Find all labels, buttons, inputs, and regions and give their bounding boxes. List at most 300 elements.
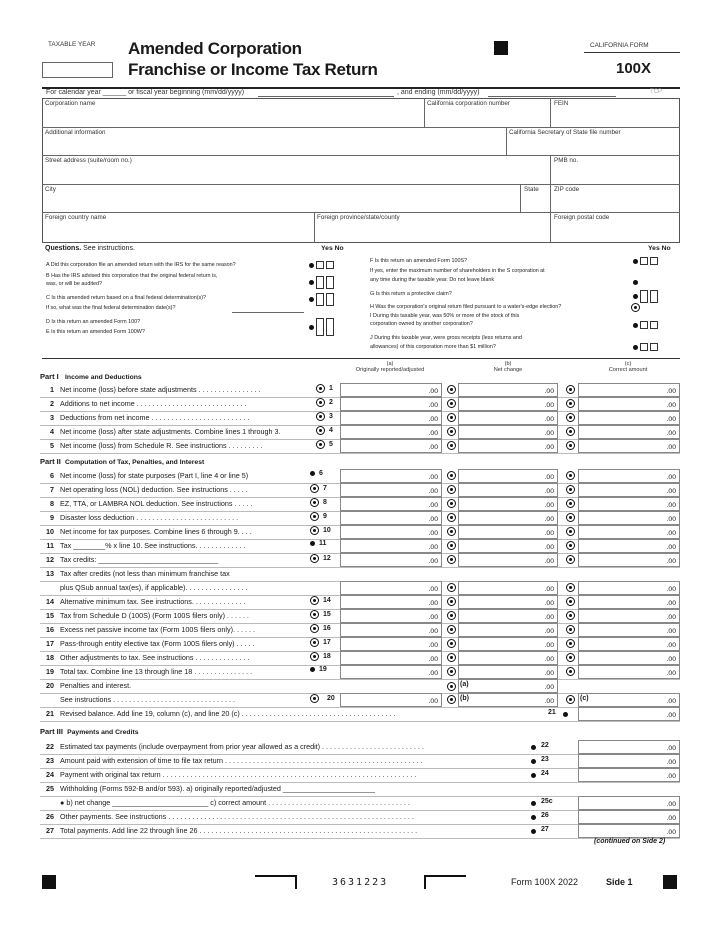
line-8-col-a[interactable] bbox=[340, 497, 442, 511]
registration-mark-bottom-left bbox=[42, 875, 56, 889]
line-6-marker-b bbox=[447, 471, 456, 480]
line-cont-581-col-b[interactable] bbox=[458, 581, 558, 595]
foreign-country-field[interactable]: Foreign country name bbox=[45, 214, 107, 221]
barcode-number: 3631223 bbox=[332, 877, 389, 888]
line-11-marker-b bbox=[447, 541, 456, 550]
line-18-col-c[interactable] bbox=[578, 651, 680, 665]
line-19-ref-marker bbox=[310, 667, 315, 672]
line-25c-description: ● b) net change ________________________ c) correct amount . . . . . . . . . . . . . . . . . . . . . . . . . . . . . . . . . . . . bbox=[60, 798, 410, 807]
column-c-label: Correct amount bbox=[608, 367, 648, 373]
question-i-yes[interactable] bbox=[640, 321, 648, 329]
line-17-number: 17 bbox=[46, 639, 54, 648]
line-11-col-c-cents: .00 bbox=[666, 544, 676, 551]
part1-heading bbox=[40, 372, 142, 381]
line-19-col-c[interactable] bbox=[578, 665, 680, 679]
line-3-col-a[interactable] bbox=[340, 411, 442, 425]
state-field[interactable]: State bbox=[524, 186, 539, 193]
line-19-col-b-cents: .00 bbox=[544, 670, 554, 677]
line-12-col-b[interactable] bbox=[458, 553, 558, 567]
line-2-description: Additions to net income . . . . . . . . . . . . . . . . . . . . . . . . . . . . bbox=[60, 399, 247, 408]
line-17-col-c[interactable] bbox=[578, 637, 680, 651]
line-12-ref-number: 12 bbox=[323, 555, 331, 563]
line-8-marker-b bbox=[447, 499, 456, 508]
line-17-ref-marker bbox=[310, 638, 319, 647]
line-10-col-a[interactable] bbox=[340, 525, 442, 539]
question-gh-yes[interactable] bbox=[640, 290, 648, 303]
street-address-field[interactable]: Street address (suite/room no.) bbox=[45, 157, 132, 164]
line-18-col-b[interactable] bbox=[458, 651, 558, 665]
line-4-col-b-cents: .00 bbox=[544, 430, 554, 437]
pmb-field[interactable]: PMB no. bbox=[554, 157, 579, 164]
zip-field[interactable]: ZIP code bbox=[554, 186, 580, 193]
line-10-ref-number: 10 bbox=[323, 527, 331, 535]
question-d: D Is this return an amended Form 100? bbox=[46, 319, 141, 325]
line-11-col-a[interactable] bbox=[340, 539, 442, 553]
line-27-marker bbox=[531, 829, 536, 834]
line-22-col-c-cents: .00 bbox=[666, 745, 676, 752]
line-4-col-c-cents: .00 bbox=[666, 430, 676, 437]
line-6-col-b[interactable] bbox=[458, 469, 558, 483]
additional-info-field[interactable]: Additional information bbox=[45, 129, 106, 136]
line-9-number: 9 bbox=[50, 513, 54, 522]
question-f-yes[interactable] bbox=[640, 257, 648, 265]
questions-heading bbox=[45, 245, 135, 252]
question-b-yes[interactable] bbox=[316, 276, 324, 289]
line-25c-marker bbox=[531, 801, 536, 806]
question-j-no[interactable] bbox=[650, 343, 658, 351]
line-24-rule bbox=[40, 782, 680, 783]
line-12-col-a-cents: .00 bbox=[428, 558, 438, 565]
line-2-col-b[interactable] bbox=[458, 397, 558, 411]
question-e: E Is this return an amended Form 100W? bbox=[46, 329, 145, 335]
form-title-line2: Franchise or Income Tax Return bbox=[128, 60, 378, 79]
line-1-ref-marker bbox=[316, 384, 325, 393]
line-7-col-b-cents: .00 bbox=[544, 488, 554, 495]
california-form-label: CALIFORNIA FORM bbox=[590, 42, 649, 49]
question-c-answer bbox=[309, 293, 334, 306]
line-15-ref-number: 15 bbox=[323, 611, 331, 619]
line-10-ref bbox=[310, 526, 331, 535]
line-1-marker-c bbox=[566, 385, 575, 394]
line-16-description: Excess net passive income tax (Form 100S filers only). . . . . . bbox=[60, 625, 255, 634]
question-c: C Is this amended return based on a final federal determination(s)? bbox=[46, 295, 207, 301]
line-5-description: Net income (loss) from Schedule R. See instructions . . . . . . . . . bbox=[60, 441, 263, 450]
line-3-marker-b bbox=[447, 413, 456, 422]
line-23-number: 23 bbox=[46, 756, 54, 765]
line-24-marker bbox=[531, 773, 536, 778]
line-3-col-a-cents: .00 bbox=[428, 416, 438, 423]
question-f-cont: any time during the taxable year. Do not leave blank bbox=[370, 277, 495, 283]
line-10-ref-marker bbox=[310, 526, 319, 535]
federal-determination-date-field[interactable] bbox=[232, 312, 304, 313]
line-6-col-c-cents: .00 bbox=[666, 474, 676, 481]
line-25c-col-c-cents: .00 bbox=[666, 801, 676, 808]
line-2-col-a[interactable] bbox=[340, 397, 442, 411]
line-25c-ref: 25c bbox=[541, 798, 553, 805]
line-10-marker-b bbox=[447, 527, 456, 536]
line-3-col-b-cents: .00 bbox=[544, 416, 554, 423]
line-3-ref-marker bbox=[316, 412, 325, 421]
line-5-col-a-cents: .00 bbox=[428, 444, 438, 451]
line-27-rule bbox=[40, 838, 680, 839]
line-23-description: Amount paid with extension of time to file tax return . . . . . . . . . . . . . . . . . . . . . . . . . . . . . . . . . . . . . . . . . . . . . . . . . . bbox=[60, 756, 423, 765]
line-23-col-c[interactable] bbox=[578, 754, 680, 768]
line-15-number: 15 bbox=[46, 611, 54, 620]
line-15-col-b[interactable] bbox=[458, 609, 558, 623]
part3-heading bbox=[40, 727, 139, 736]
part2-title: Computation of Tax, Penalties, and Interest bbox=[65, 459, 205, 466]
line-26-description: Other payments. See instructions . . . . . . . . . . . . . . . . . . . . . . . . . . . . . . . . . . . . . . . . . . . . . . . . . . . . . . . . . . . . . . bbox=[60, 812, 414, 821]
line-20-col-c[interactable] bbox=[578, 693, 680, 707]
line-25-number: 25 bbox=[46, 784, 54, 793]
line-8-col-b[interactable] bbox=[458, 497, 558, 511]
line-22-col-c[interactable] bbox=[578, 740, 680, 754]
line-2-col-c-cents: .00 bbox=[666, 402, 676, 409]
line-2-marker-b bbox=[447, 399, 456, 408]
line-14-number: 14 bbox=[46, 597, 54, 606]
line-14-col-b[interactable] bbox=[458, 595, 558, 609]
line-7-col-a[interactable] bbox=[340, 483, 442, 497]
line-8-col-b-cents: .00 bbox=[544, 502, 554, 509]
line-2-ref-number: 2 bbox=[329, 399, 333, 407]
line-17-col-b[interactable] bbox=[458, 637, 558, 651]
question-h: H Was the corporation's original return filed pursuant to a water's-edge election? bbox=[370, 304, 562, 310]
line-16-col-c[interactable] bbox=[578, 623, 680, 637]
taxable-year-input[interactable] bbox=[42, 62, 113, 78]
line-12-marker-b bbox=[447, 555, 456, 564]
question-a-no[interactable] bbox=[326, 261, 334, 269]
line-7-marker-b bbox=[447, 485, 456, 494]
line-14-ref bbox=[310, 596, 331, 605]
line-24-col-c-cents: .00 bbox=[666, 773, 676, 780]
question-a-answer bbox=[309, 261, 334, 269]
part3-label: Part III bbox=[40, 727, 63, 736]
line-1-col-a[interactable] bbox=[340, 383, 442, 397]
questions-heading-bold: Questions. bbox=[45, 245, 82, 252]
line-16-col-b[interactable] bbox=[458, 623, 558, 637]
line-15-col-a[interactable] bbox=[340, 609, 442, 623]
alignment-bracket-right bbox=[424, 875, 466, 889]
question-f-shareholders: If yes, enter the maximum number of shareholders in the S corporation at bbox=[370, 268, 545, 274]
question-i-no[interactable] bbox=[650, 321, 658, 329]
column-b-label: Net change bbox=[493, 367, 523, 373]
line-21-col-c[interactable] bbox=[578, 707, 680, 721]
line-14-col-c[interactable] bbox=[578, 595, 680, 609]
side-label: Side 1 bbox=[606, 877, 633, 887]
column-c-header bbox=[578, 361, 678, 373]
line-10-description: Net income for tax purposes. Combine lines 6 through 9. . . . bbox=[60, 527, 252, 536]
fiscal-begin-field[interactable] bbox=[258, 96, 394, 97]
line-16-ref bbox=[310, 624, 331, 633]
line-12-marker-c bbox=[566, 555, 575, 564]
line-26-col-c[interactable] bbox=[578, 810, 680, 824]
line-23-ref: 23 bbox=[541, 756, 549, 763]
line-22-marker bbox=[531, 745, 536, 750]
line-2-col-c[interactable] bbox=[578, 397, 680, 411]
line-5-rule bbox=[40, 453, 680, 454]
registration-mark bbox=[494, 41, 508, 55]
line-15-col-b-cents: .00 bbox=[544, 614, 554, 621]
line-15-col-c[interactable] bbox=[578, 609, 680, 623]
line-25c-col-c[interactable] bbox=[578, 796, 680, 810]
form-id: Form 100X 2022 bbox=[511, 877, 579, 887]
line-10-col-b[interactable] bbox=[458, 525, 558, 539]
line-cont-581-col-c-cents: .00 bbox=[666, 586, 676, 593]
line-4-col-b[interactable] bbox=[458, 425, 558, 439]
line-4-col-c[interactable] bbox=[578, 425, 680, 439]
corporation-name-field[interactable]: Corporation name bbox=[45, 100, 96, 107]
line-19-col-a[interactable] bbox=[340, 665, 442, 679]
line-7-marker-c bbox=[566, 485, 575, 494]
question-b-cont: was, or will be audited? bbox=[46, 281, 103, 287]
line-4-ref-number: 4 bbox=[329, 427, 333, 435]
line-9-col-a-cents: .00 bbox=[428, 516, 438, 523]
line-18-col-b-cents: .00 bbox=[544, 656, 554, 663]
line-20-col-b[interactable] bbox=[458, 693, 558, 707]
questions-heading-suffix: See instructions. bbox=[83, 245, 135, 252]
line-9-ref-number: 9 bbox=[323, 513, 327, 521]
foreign-province-field[interactable]: Foreign province/state/county bbox=[317, 214, 400, 221]
line-1-col-a-cents: .00 bbox=[428, 388, 438, 395]
line-16-ref-number: 16 bbox=[323, 625, 331, 633]
question-f-no[interactable] bbox=[650, 257, 658, 265]
line-24-description: Payment with original tax return . . . . . . . . . . . . . . . . . . . . . . . . . . . . . . . . . . . . . . . . . . . . . . . . . . . . . . . . . . . . . . . . bbox=[60, 770, 417, 779]
line-3-col-c-cents: .00 bbox=[666, 416, 676, 423]
line-7-ref bbox=[310, 484, 327, 493]
line-6-ref-marker bbox=[310, 471, 315, 476]
line-20a-col-b[interactable] bbox=[458, 679, 558, 693]
question-de-answer bbox=[309, 318, 334, 336]
line-20a-cents: .00 bbox=[544, 684, 554, 691]
line-18-marker-b bbox=[447, 653, 456, 662]
form-title-line1: Amended Corporation bbox=[128, 39, 302, 58]
line-3-col-b[interactable] bbox=[458, 411, 558, 425]
line-19-description: Total tax. Combine line 13 through line 18 . . . . . . . . . . . . . . . bbox=[60, 667, 253, 676]
line-1-ref bbox=[316, 384, 333, 393]
line-19-ref-number: 19 bbox=[319, 666, 327, 673]
line-19-col-a-cents: .00 bbox=[428, 670, 438, 677]
line-11-number: 11 bbox=[46, 541, 54, 550]
line-7-number: 7 bbox=[50, 485, 54, 494]
line-17-marker-b bbox=[447, 639, 456, 648]
line-4-description: Net income (loss) after state adjustments. Combine lines 1 through 3. bbox=[60, 427, 281, 436]
line-20-marker-b bbox=[447, 695, 456, 704]
line-9-col-c-cents: .00 bbox=[666, 516, 676, 523]
fiscal-end-field[interactable] bbox=[488, 96, 616, 97]
line-20-col-a[interactable] bbox=[340, 693, 442, 707]
line-10-col-a-cents: .00 bbox=[428, 530, 438, 537]
question-gh-no[interactable] bbox=[650, 290, 658, 303]
line-1-col-b-cents: .00 bbox=[544, 388, 554, 395]
line-20-number: 20 bbox=[46, 681, 54, 690]
line-12-col-c-cents: .00 bbox=[666, 558, 676, 565]
line-8-col-c[interactable] bbox=[578, 497, 680, 511]
line-16-col-a[interactable] bbox=[340, 623, 442, 637]
line-9-ref bbox=[310, 512, 327, 521]
identification-grid bbox=[42, 98, 680, 243]
line-17-col-a[interactable] bbox=[340, 637, 442, 651]
line-20b-label: (b) bbox=[460, 695, 469, 702]
line-cont-581-col-c[interactable] bbox=[578, 581, 680, 595]
line-9-col-a[interactable] bbox=[340, 511, 442, 525]
line-20-ref-number: 20 bbox=[327, 695, 335, 703]
line-4-marker-c bbox=[566, 427, 575, 436]
line-9-col-c[interactable] bbox=[578, 511, 680, 525]
question-f: F Is this return an amended Form 100S? bbox=[370, 258, 468, 264]
line-8-ref-number: 8 bbox=[323, 499, 327, 507]
line-7-col-c-cents: .00 bbox=[666, 488, 676, 495]
line-11-description: Tax ________% x line 10. See instructions. . . . . . . . . . . . . bbox=[60, 541, 246, 550]
line-27-number: 27 bbox=[46, 826, 54, 835]
line-1-ref-number: 1 bbox=[329, 385, 333, 393]
line-8-number: 8 bbox=[50, 499, 54, 508]
line-6-ref bbox=[310, 470, 323, 477]
line-11-ref-number: 11 bbox=[319, 540, 327, 547]
taxable-year-label: TAXABLE YEAR bbox=[48, 41, 96, 48]
line-16-col-c-cents: .00 bbox=[666, 628, 676, 635]
line-6-col-c[interactable] bbox=[578, 469, 680, 483]
line-4-col-a[interactable] bbox=[340, 425, 442, 439]
line-1-description: Net income (loss) before state adjustments . . . . . . . . . . . . . . . . bbox=[60, 385, 261, 394]
ca-sos-number-field[interactable]: California Secretary of State file number bbox=[509, 129, 621, 136]
question-i-answer bbox=[633, 321, 658, 329]
line-4-number: 4 bbox=[50, 427, 54, 436]
line-18-col-c-cents: .00 bbox=[666, 656, 676, 663]
line-1-number: 1 bbox=[50, 385, 54, 394]
line-20-marker-c bbox=[566, 695, 575, 704]
question-b-answer bbox=[309, 276, 334, 289]
ca-corp-number-field[interactable]: California corporation number bbox=[427, 100, 510, 107]
line-14-col-a[interactable] bbox=[340, 595, 442, 609]
part1-label: Part I bbox=[40, 372, 59, 381]
line-20c-label: (c) bbox=[580, 695, 589, 702]
question-f-answer bbox=[633, 257, 658, 265]
line-9-col-b[interactable] bbox=[458, 511, 558, 525]
line-16-col-a-cents: .00 bbox=[428, 628, 438, 635]
line-2-number: 2 bbox=[50, 399, 54, 408]
line-20-description: Penalties and interest. bbox=[60, 681, 132, 690]
line-6-number: 6 bbox=[50, 471, 54, 480]
line-26-ref: 26 bbox=[541, 812, 549, 819]
line-2-marker-c bbox=[566, 399, 575, 408]
line-15-description: Tax from Schedule D (100S) (Form 100S filers only) . . . . . . bbox=[60, 611, 249, 620]
line-12-col-a[interactable] bbox=[340, 553, 442, 567]
line-6-col-a[interactable] bbox=[340, 469, 442, 483]
line-21-marker bbox=[563, 712, 568, 717]
column-a-header bbox=[340, 361, 440, 373]
line-7-col-b[interactable] bbox=[458, 483, 558, 497]
line-11-ref-marker bbox=[310, 541, 315, 546]
line-2-ref bbox=[316, 398, 333, 407]
line-16-col-b-cents: .00 bbox=[544, 628, 554, 635]
line-18-col-a[interactable] bbox=[340, 651, 442, 665]
line-15-col-c-cents: .00 bbox=[666, 614, 676, 621]
question-a-yes[interactable] bbox=[316, 261, 324, 269]
line-11-col-c[interactable] bbox=[578, 539, 680, 553]
line-20-col-a-cents: .00 bbox=[428, 698, 438, 705]
line-19-marker-b bbox=[447, 667, 456, 676]
question-c-date: If so, what was the final federal determination date(s)? bbox=[46, 305, 176, 311]
question-d-yes[interactable] bbox=[316, 318, 324, 336]
line-18-col-a-cents: .00 bbox=[428, 656, 438, 663]
line-3-number: 3 bbox=[50, 413, 54, 422]
line-23-marker bbox=[531, 759, 536, 764]
registration-mark-bottom-right bbox=[663, 875, 677, 889]
line-26-col-c-cents: .00 bbox=[666, 815, 676, 822]
line-15-col-a-cents: .00 bbox=[428, 614, 438, 621]
line-26-number: 26 bbox=[46, 812, 54, 821]
city-field[interactable]: City bbox=[45, 186, 56, 193]
line-8-marker-c bbox=[566, 499, 575, 508]
line-7-col-c[interactable] bbox=[578, 483, 680, 497]
line-10-col-c[interactable] bbox=[578, 525, 680, 539]
line-3-marker-c bbox=[566, 413, 575, 422]
question-b-no[interactable] bbox=[326, 276, 334, 289]
line-5-col-a[interactable] bbox=[340, 439, 442, 453]
line-15-marker-c bbox=[566, 611, 575, 620]
line-1-col-b[interactable] bbox=[458, 383, 558, 397]
ending-text: , and ending (mm/dd/yyyy) bbox=[397, 89, 480, 96]
line-3-col-c[interactable] bbox=[578, 411, 680, 425]
line-11-col-b[interactable] bbox=[458, 539, 558, 553]
line-12-ref-marker bbox=[310, 554, 319, 563]
question-j-yes[interactable] bbox=[640, 343, 648, 351]
line-20-description: See instructions . . . . . . . . . . . . . . . . . . . . . . . . . . . . . . . bbox=[60, 695, 235, 704]
line-2-col-b-cents: .00 bbox=[544, 402, 554, 409]
line-cont-581-marker-b bbox=[447, 583, 456, 592]
question-f-count bbox=[633, 279, 638, 286]
line-21-col-c-cents: .00 bbox=[666, 712, 676, 719]
question-d-no[interactable] bbox=[326, 318, 334, 336]
question-j: J During this taxable year, were gross receipts (less returns and bbox=[370, 335, 522, 341]
line-27-col-c[interactable] bbox=[578, 824, 680, 838]
line-24-col-c[interactable] bbox=[578, 768, 680, 782]
line-19-marker-c bbox=[566, 667, 575, 676]
line-6-ref-number: 6 bbox=[319, 470, 323, 477]
line-cont-581-col-a[interactable] bbox=[340, 581, 442, 595]
line-20-ref-marker bbox=[310, 694, 319, 703]
line-8-description: EZ, TTA, or LAMBRA NOL deduction. See instructions . . . . . bbox=[60, 499, 253, 508]
question-b: B Has the IRS advised this corporation that the original federal return is, bbox=[46, 273, 218, 279]
line-12-rule bbox=[40, 567, 680, 568]
line-cont-581-marker-c bbox=[566, 583, 575, 592]
line-cont-581-col-b-cents: .00 bbox=[544, 586, 554, 593]
line-12-ref bbox=[310, 554, 331, 563]
line-16-number: 16 bbox=[46, 625, 54, 634]
line-12-col-b-cents: .00 bbox=[544, 558, 554, 565]
line-19-col-b[interactable] bbox=[458, 665, 558, 679]
line-7-ref-marker bbox=[310, 484, 319, 493]
question-c-yes[interactable] bbox=[316, 293, 324, 306]
line-5-col-c[interactable] bbox=[578, 439, 680, 453]
line-12-description: Tax credits: ______________________________ bbox=[60, 555, 219, 564]
line-5-col-b-cents: .00 bbox=[544, 444, 554, 451]
line-22-ref: 22 bbox=[541, 742, 549, 749]
line-5-col-b[interactable] bbox=[458, 439, 558, 453]
question-c-no[interactable] bbox=[326, 293, 334, 306]
line-1-col-c[interactable] bbox=[578, 383, 680, 397]
fein-field[interactable]: FEIN bbox=[554, 100, 569, 107]
foreign-postal-field[interactable]: Foreign postal code bbox=[554, 214, 610, 221]
line-5-ref-number: 5 bbox=[329, 441, 333, 449]
line-3-description: Deductions from net income . . . . . . . . . . . . . . . . . . . . . . . . . bbox=[60, 413, 250, 422]
line-20a-label: (a) bbox=[460, 681, 469, 688]
line-14-col-b-cents: .00 bbox=[544, 600, 554, 607]
question-g-answer bbox=[633, 290, 658, 303]
line-12-col-c[interactable] bbox=[578, 553, 680, 567]
line-7-col-a-cents: .00 bbox=[428, 488, 438, 495]
line-21-ref: 21 bbox=[548, 709, 556, 716]
